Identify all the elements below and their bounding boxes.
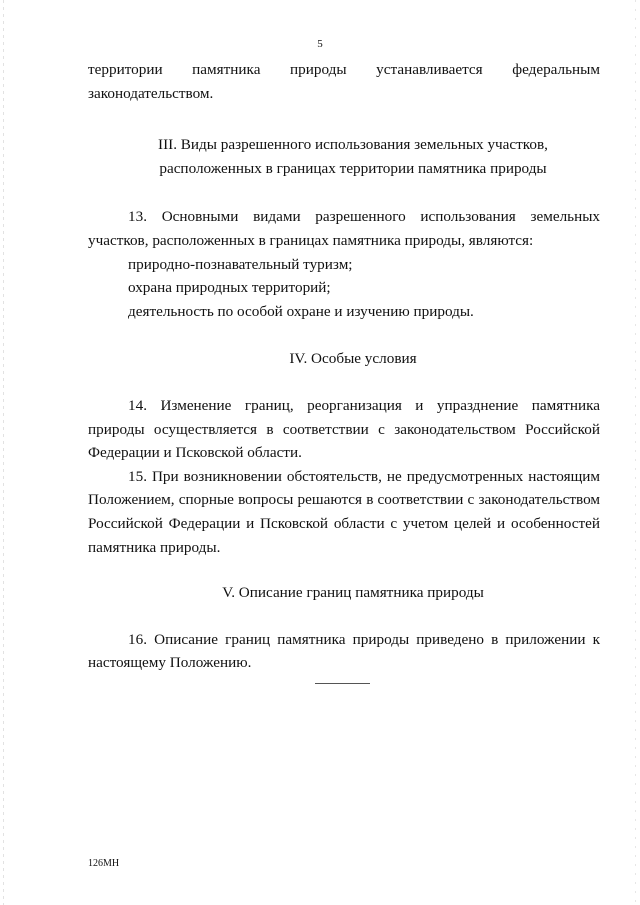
list-item-study: деятельность по особой охране и изучению природы.: [128, 302, 474, 320]
section-3-heading-line-1: III. Виды разрешенного использования земельных участков,: [158, 136, 548, 154]
paragraph-intro: территории памятника природы устанавливается федеральным законодательством.: [88, 61, 600, 102]
document-code: 126МН: [88, 858, 120, 869]
page-number: 5: [317, 38, 323, 50]
section-3-heading-line-2: расположенных в границах территории памятника природы: [159, 159, 547, 177]
paragraph-14: 14. Изменение границ, реорганизация и упразднение памятника природы осуществляется в соответствии с законодательством Российской Федерации и Псковской области.: [88, 396, 600, 462]
list-item-tourism: природно-познавательный туризм;: [128, 255, 353, 273]
section-4-heading: IV. Особые условия: [289, 350, 417, 368]
end-divider-line: [315, 683, 370, 684]
list-item-protection: охрана природных территорий;: [128, 279, 331, 297]
section-5-heading: V. Описание границ памятника природы: [222, 584, 484, 602]
paragraph-13: 13. Основными видами разрешенного использования земельных участков, расположенных в границах памятника природы, являются:: [88, 208, 600, 249]
scan-edge-left: [3, 0, 4, 905]
scan-edge-right: [635, 0, 636, 905]
document-body: [88, 58, 600, 675]
paragraph-15: 15. При возникновении обстоятельств, не предусмотренных настоящим Положением, спорные вопросы решаются в соответствии с законодательством Российской Федерации и Псковской области с учетом целей и особенностей памятника природы.: [88, 467, 600, 556]
paragraph-16: 16. Описание границ памятника природы приведено в приложении к настоящему Положению.: [88, 630, 600, 672]
